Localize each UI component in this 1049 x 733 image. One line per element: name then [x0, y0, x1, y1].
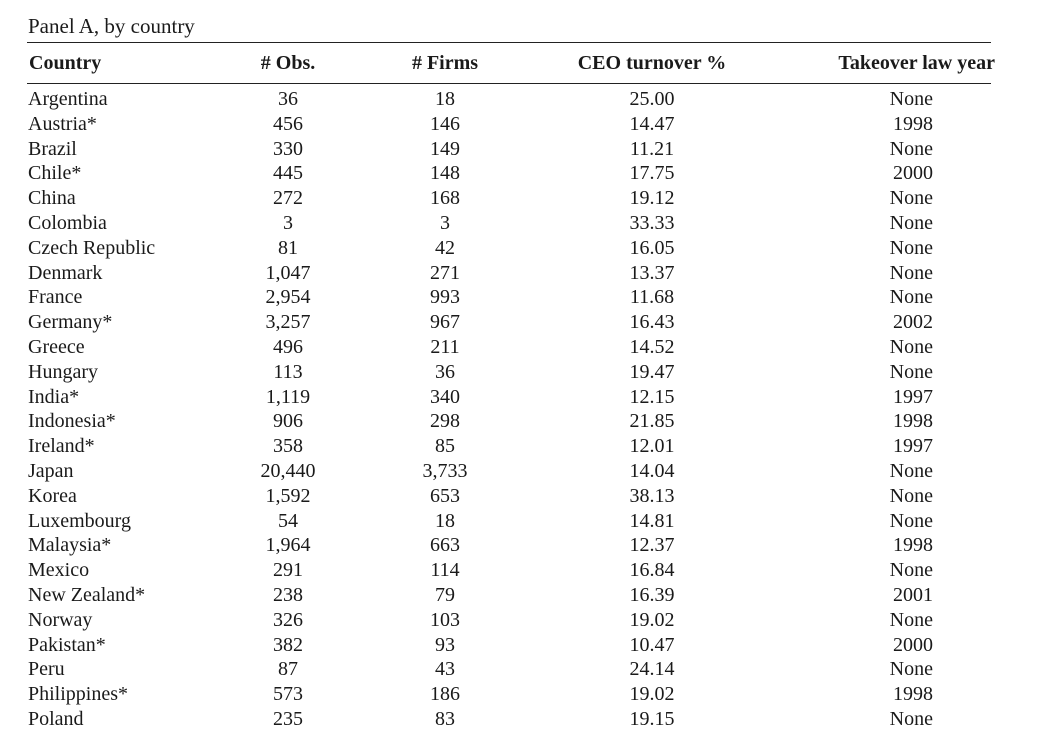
cell-ceo-turnover: 19.47	[629, 360, 675, 383]
table-row	[27, 485, 995, 510]
cell-takeover-law-year: 1998	[893, 112, 933, 135]
cell-obs: 326	[273, 608, 303, 631]
cell-ceo-turnover: 14.52	[629, 335, 675, 358]
cell-country: Norway	[28, 608, 93, 631]
cell-obs: 445	[273, 162, 303, 185]
table-row	[27, 534, 995, 559]
table-row	[27, 113, 995, 138]
cell-ceo-turnover: 12.37	[629, 534, 675, 557]
cell-takeover-law-year: None	[889, 286, 933, 309]
cell-country: Greece	[28, 335, 85, 358]
cell-country: Indonesia*	[28, 410, 116, 433]
table-row	[27, 510, 995, 535]
cell-firms: 298	[430, 410, 460, 433]
cell-ceo-turnover: 33.33	[629, 211, 675, 234]
cell-firms: 271	[430, 261, 460, 284]
cell-obs: 291	[273, 559, 303, 582]
column-header-obs: # Obs.	[260, 51, 316, 74]
cell-firms: 18	[435, 509, 455, 532]
cell-obs: 496	[273, 335, 303, 358]
cell-country: New Zealand*	[28, 583, 146, 606]
cell-obs: 1,592	[265, 484, 311, 507]
table-row	[27, 237, 995, 262]
cell-obs: 272	[273, 187, 303, 210]
table-row	[27, 138, 995, 163]
cell-country: Poland	[28, 707, 84, 730]
cell-country: France	[28, 286, 83, 309]
cell-takeover-law-year: None	[889, 484, 933, 507]
cell-takeover-law-year: 2000	[893, 633, 933, 656]
cell-firms: 93	[435, 633, 455, 656]
cell-takeover-law-year: None	[889, 509, 933, 532]
table-row	[27, 683, 995, 708]
cell-takeover-law-year: None	[889, 261, 933, 284]
cell-ceo-turnover: 19.15	[629, 707, 675, 730]
table-row	[27, 584, 995, 609]
cell-takeover-law-year: 2000	[893, 162, 933, 185]
table-row	[27, 708, 995, 733]
cell-ceo-turnover: 16.39	[629, 583, 675, 606]
cell-country: Hungary	[28, 360, 98, 383]
column-header-ceo-turnover: CEO turnover %	[577, 51, 727, 74]
cell-obs: 330	[273, 137, 303, 160]
cell-ceo-turnover: 11.68	[629, 286, 675, 309]
cell-takeover-law-year: 2002	[893, 311, 933, 334]
cell-country: Japan	[28, 459, 74, 482]
cell-obs: 3,257	[265, 311, 311, 334]
cell-firms: 148	[430, 162, 460, 185]
cell-firms: 43	[435, 658, 455, 681]
table-row	[27, 658, 995, 683]
cell-ceo-turnover: 16.84	[629, 559, 675, 582]
cell-takeover-law-year: None	[889, 658, 933, 681]
cell-ceo-turnover: 12.01	[629, 435, 675, 458]
cell-takeover-law-year: None	[889, 459, 933, 482]
table-row	[27, 212, 995, 237]
table-body	[27, 78, 995, 733]
table-row	[27, 311, 995, 336]
cell-takeover-law-year: None	[889, 608, 933, 631]
cell-obs: 1,964	[265, 534, 311, 557]
cell-takeover-law-year: 1997	[893, 385, 933, 408]
cell-firms: 85	[435, 435, 455, 458]
cell-firms: 83	[435, 707, 455, 730]
table-row	[27, 559, 995, 584]
cell-country: Peru	[28, 658, 65, 681]
cell-obs: 235	[273, 707, 303, 730]
cell-firms: 146	[430, 112, 460, 135]
cell-takeover-law-year: None	[889, 137, 933, 160]
panel-title: Panel A, by country	[28, 14, 195, 38]
cell-ceo-turnover: 16.43	[629, 311, 675, 334]
cell-takeover-law-year: 1998	[893, 683, 933, 706]
cell-obs: 81	[278, 236, 298, 259]
cell-ceo-turnover: 21.85	[629, 410, 675, 433]
cell-ceo-turnover: 25.00	[629, 88, 675, 110]
cell-obs: 36	[278, 88, 298, 110]
cell-firms: 168	[430, 187, 460, 210]
cell-firms: 18	[435, 88, 455, 110]
cell-firms: 114	[430, 559, 460, 582]
table-row	[27, 187, 995, 212]
cell-takeover-law-year: None	[889, 236, 933, 259]
column-header-takeover-law-year: Takeover law year	[838, 51, 995, 74]
column-header-country: Country	[29, 51, 102, 74]
cell-country: Czech Republic	[28, 236, 156, 259]
cell-country: Ireland*	[28, 435, 95, 458]
cell-country: Denmark	[28, 261, 103, 284]
cell-firms: 653	[430, 484, 460, 507]
table-row	[27, 460, 995, 485]
cell-country: Malaysia*	[28, 534, 112, 557]
table-row	[27, 262, 995, 287]
table-row	[27, 435, 995, 460]
cell-country: Luxembourg	[28, 509, 131, 532]
cell-takeover-law-year: 1997	[893, 435, 933, 458]
cell-obs: 1,119	[265, 385, 311, 408]
cell-obs: 382	[273, 633, 303, 656]
cell-obs: 113	[273, 360, 303, 383]
cell-country: Mexico	[28, 559, 90, 582]
cell-obs: 906	[273, 410, 303, 433]
cell-firms: 79	[435, 583, 455, 606]
cell-ceo-turnover: 16.05	[629, 236, 675, 259]
cell-firms: 36	[435, 360, 455, 383]
cell-firms: 42	[435, 236, 455, 259]
cell-takeover-law-year: None	[889, 559, 933, 582]
table-top-rule	[27, 42, 991, 43]
cell-obs: 20,440	[260, 459, 316, 482]
column-header-firms: # Firms	[411, 51, 479, 74]
cell-ceo-turnover: 24.14	[629, 658, 675, 681]
cell-country: China	[28, 187, 76, 210]
cell-ceo-turnover: 13.37	[629, 261, 675, 284]
table-row	[27, 410, 995, 435]
cell-ceo-turnover: 38.13	[629, 484, 675, 507]
cell-ceo-turnover: 10.47	[629, 633, 675, 656]
cell-ceo-turnover: 17.75	[629, 162, 675, 185]
cell-obs: 456	[273, 112, 303, 135]
cell-takeover-law-year: None	[889, 360, 933, 383]
table-row	[27, 162, 995, 187]
cell-firms: 663	[430, 534, 460, 557]
cell-obs: 1,047	[265, 261, 311, 284]
cell-obs: 2,954	[265, 286, 311, 309]
table-row	[27, 386, 995, 411]
cell-takeover-law-year: 1998	[893, 410, 933, 433]
cell-obs: 573	[273, 683, 303, 706]
cell-firms: 211	[430, 335, 460, 358]
cell-country: Austria*	[28, 112, 97, 135]
cell-takeover-law-year: None	[889, 335, 933, 358]
table-row	[27, 88, 995, 113]
cell-takeover-law-year: None	[889, 88, 933, 110]
cell-firms: 3,733	[422, 459, 468, 482]
cell-obs: 358	[273, 435, 303, 458]
cell-obs: 87	[278, 658, 298, 681]
table-header-row	[27, 48, 995, 78]
cell-country: Germany*	[28, 311, 113, 334]
table-row	[27, 361, 995, 386]
cell-ceo-turnover: 14.81	[629, 509, 675, 532]
cell-ceo-turnover: 11.21	[629, 137, 675, 160]
cell-country: Brazil	[28, 137, 77, 160]
cell-ceo-turnover: 12.15	[629, 385, 675, 408]
cell-takeover-law-year: None	[889, 211, 933, 234]
cell-firms: 967	[430, 311, 460, 334]
cell-country: Chile*	[28, 162, 82, 185]
cell-obs: 238	[273, 583, 303, 606]
cell-ceo-turnover: 19.12	[629, 187, 675, 210]
cell-country: Colombia	[28, 211, 107, 234]
cell-firms: 340	[430, 385, 460, 408]
table-row	[27, 286, 995, 311]
cell-takeover-law-year: 1998	[893, 534, 933, 557]
cell-firms: 186	[430, 683, 460, 706]
cell-country: Argentina	[28, 88, 108, 110]
cell-takeover-law-year: 2001	[893, 583, 933, 606]
cell-firms: 3	[440, 211, 450, 234]
cell-country: India*	[28, 385, 80, 408]
cell-takeover-law-year: None	[889, 187, 933, 210]
cell-takeover-law-year: None	[889, 707, 933, 730]
cell-ceo-turnover: 19.02	[629, 683, 675, 706]
table-row	[27, 634, 995, 659]
cell-firms: 149	[430, 137, 460, 160]
table-row	[27, 336, 995, 361]
cell-country: Pakistan*	[28, 633, 106, 656]
cell-obs: 3	[283, 211, 293, 234]
cell-ceo-turnover: 14.47	[629, 112, 675, 135]
cell-ceo-turnover: 19.02	[629, 608, 675, 631]
cell-firms: 993	[430, 286, 460, 309]
cell-firms: 103	[430, 608, 460, 631]
cell-ceo-turnover: 14.04	[629, 459, 675, 482]
cell-country: Korea	[28, 484, 77, 507]
cell-country: Philippines*	[28, 683, 129, 706]
cell-obs: 54	[278, 509, 298, 532]
table-row	[27, 609, 995, 634]
country-table	[27, 48, 995, 733]
